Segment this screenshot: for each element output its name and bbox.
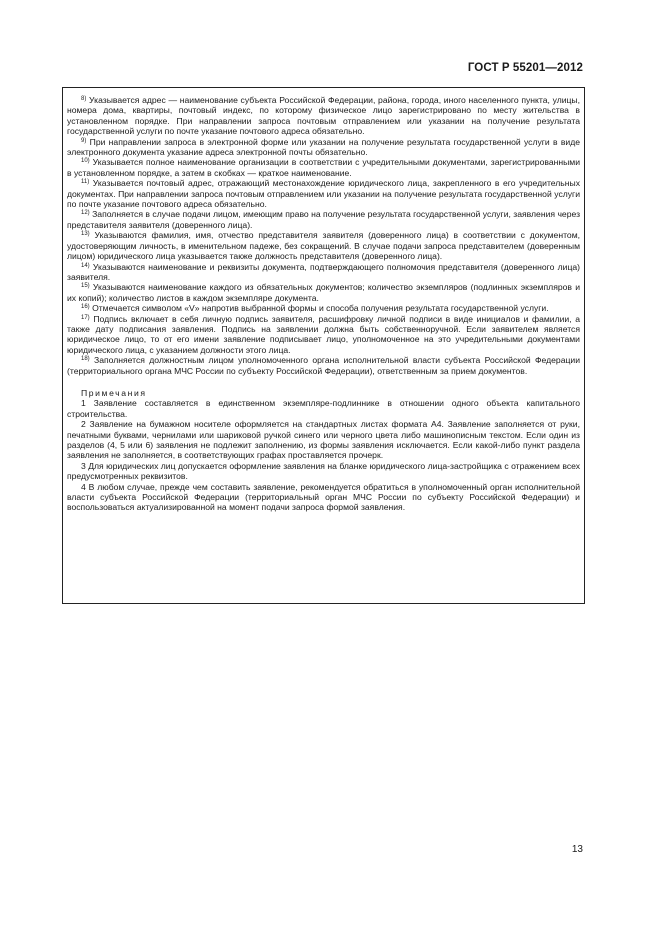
footnote-number: 10)	[81, 158, 90, 165]
document-code-header: ГОСТ Р 55201—2012	[467, 62, 583, 74]
footnote-text: Указывается почтовый адрес, отражающий местонахождение юридического лица, закрепленного в его учредительных документах. При направлении запроса почтовым отправлением или указании на получение результата государственной услуги по почте указание почтового адреса обязательно.	[67, 178, 580, 210]
footnote-number: 12)	[81, 210, 90, 217]
footnote	[67, 209, 580, 230]
footnote-text: Заполняется в случае подачи лицом, имеющим право на получение результата государственной услуги, заявления через представителя заявителя (доверенного лица).	[67, 209, 581, 230]
footnote-number: 9)	[81, 137, 87, 144]
footnote	[67, 282, 580, 303]
footnote-text: Указывается адрес — наименование субъекта Российской Федерации, района, города, иного населенного пункта, улицы, номера дома, квартиры, почтовый индекс, по которому физическое лицо зарегистрировано по месту жительства в установленном порядке. При направлении запроса почтовым отправлением или указании на получение результата государственной услуги по почте указание почтового адреса обязательно.	[67, 95, 580, 137]
footnote-text: Указываются фамилия, имя, отчество представителя заявителя (доверенного лица) в соответствии с документом, удостоверяющим личность, в именительном падеже, без сокращений. В случае подачи запроса представителем (доверенным лицом) юридического лица указывается также должность представителя (доверенного лица).	[67, 230, 580, 262]
footnote	[67, 262, 580, 283]
footnote-number: 11)	[81, 179, 90, 186]
content-frame	[62, 87, 585, 604]
footnote-text: Указываются наименование каждого из обязательных документов; количество экземпляров (подлинных экземпляров и их копий); количество листов в каждом экземпляре документа.	[67, 282, 581, 303]
note-item: 3 Для юридических лиц допускается оформление заявления на бланке юридического лица-застройщика с отражением всех предусмотренных реквизитов.	[67, 460, 580, 482]
footnote	[67, 178, 580, 209]
footnote-number: 13)	[81, 231, 90, 238]
footnote-number: 8)	[81, 96, 87, 102]
footnote-number: 15)	[81, 283, 90, 290]
footnote	[67, 314, 580, 356]
page-number: 13	[571, 844, 583, 855]
notes-section	[67, 388, 580, 513]
footnote	[67, 137, 580, 158]
footnote	[67, 230, 580, 261]
footnote	[67, 95, 580, 137]
footnote	[67, 157, 580, 178]
footnote-number: 16)	[81, 304, 90, 311]
notes-title: Примечания	[81, 387, 147, 398]
footnote-text: Указываются наименование и реквизиты документа, подтверждающего полномочия представителя (доверенного лица) заявителя.	[67, 261, 581, 282]
footnote-text: Заполняется должностным лицом уполномоченного органа исполнительной власти субъекта Российской Федерации (территориального органа МЧС России по субъекту Российской Федерации), ответственным за прием документов.	[67, 355, 580, 376]
footnote-number: 14)	[81, 262, 90, 269]
footnote	[67, 355, 580, 376]
footnote-text: Подпись включает в себя личную подпись заявителя, расшифровку личной подписи в виде инициалов и фамилии, а также дату подписания заявления. Подпись на заявлении должна быть собственноручной. Если заявителем является юридическое лицо, то от его имени заявление подписывает лицо, уполномоченное на это учредительными документами юридического лица, с указанием должности этого лица.	[67, 313, 581, 355]
footnote-number: 18)	[81, 356, 90, 363]
footnote-number: 17)	[81, 314, 90, 321]
note-item: 4 В любом случае, прежде чем составить заявление, рекомендуется обратиться в уполномоченный орган исполнительной власти субъекта Российской Федерации (территориальный орган МЧС России по субъекту Российской Федерации) и воспользоваться актуализированной на момент подачи запроса формой заявления.	[67, 481, 580, 513]
footnote-text: При направлении запроса в электронной форме или указании на получение результата государственной услуги в виде электронного документа указание адреса электронной почты обязательно.	[67, 136, 581, 158]
footnote-text: Отмечается символом «V» напротив выбранной формы и способа получения результата государственной услуги.	[92, 303, 549, 314]
note-item: 2 Заявление на бумажном носителе оформляется на стандартных листах формата А4. Заявление заполняется от руки, печатными буквами, чернилами или шариковой ручкой синего или черного цвета либо машинописным текстом. Если один из разделов (4, 5 или 6) заявления не подлежит заполнению, из формы заявления исключается. Если какой-либо пункт раздела заявления не заполняется, в соответствующих графах проставляется прочерк.	[67, 419, 580, 461]
footnote-text: Указывается полное наименование организации в соответствии с учредительными документами, зарегистрированными в установленном порядке, а затем в скобках — краткое наименование.	[67, 157, 580, 178]
footnote	[67, 303, 580, 313]
footnotes-list	[67, 95, 580, 376]
note-item: 1 Заявление составляется в единственном экземпляре-подлиннике в отношении одного объекта капитального строительства.	[67, 398, 580, 419]
